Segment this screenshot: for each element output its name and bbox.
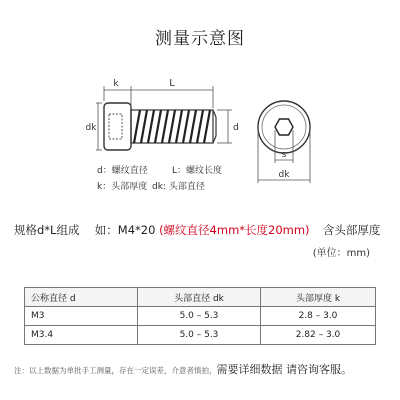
cell-head-thickness: 2.8 – 3.0 <box>261 307 376 326</box>
hex-socket-side <box>109 114 122 139</box>
cell-head-diameter: 5.0 – 5.3 <box>138 326 261 345</box>
footnote-small: 注：以上数据为单批手工测量，存在一定误差，介意者慎拍， <box>14 366 217 375</box>
legend-k: k：头部厚度 <box>97 182 148 192</box>
table-header-row <box>25 288 376 307</box>
header-head-diameter: 头部直径 dk <box>138 288 261 307</box>
legend-d: d：螺纹直径 <box>97 166 148 176</box>
screw-head-top <box>258 101 310 153</box>
legend-L: L：螺纹长度 <box>172 166 223 176</box>
unit-label: (单位：mm) <box>312 248 370 259</box>
cell-head-diameter: 5.0 – 5.3 <box>138 307 261 326</box>
dim-label-d: d <box>233 123 239 133</box>
dim-label-k: k <box>113 79 119 89</box>
spec-example: 如：M4*20 <box>94 223 156 237</box>
dim-label-L: L <box>169 78 175 89</box>
threaded-shank <box>131 110 216 143</box>
cell-size: M3 <box>25 307 138 326</box>
hex-socket-top <box>275 119 293 135</box>
screw-head-side <box>104 103 131 150</box>
footnote <box>14 358 352 377</box>
header-nominal-diameter: 公称直径 d <box>25 288 138 307</box>
dim-label-dk: dk <box>85 123 97 133</box>
dimension-table <box>24 287 376 345</box>
table-row <box>25 326 376 345</box>
cell-head-thickness: 2.82 – 3.0 <box>261 326 376 345</box>
page-title: 测量示意图 <box>155 29 245 49</box>
table-row <box>25 307 376 326</box>
header-head-thickness: 头部厚度 k <box>261 288 376 307</box>
cell-size: M3.4 <box>25 326 138 345</box>
legend-dk: dk: 头部直径 <box>152 182 205 192</box>
spec-prefix: 规格d*L组成 <box>14 223 80 237</box>
spec-highlight: (螺纹直径4mm*长度20mm) <box>159 223 310 237</box>
dim-label-dk-top: dk <box>278 170 290 180</box>
dim-label-s: s <box>281 150 287 160</box>
spec-suffix: 含头部厚度 <box>322 223 381 237</box>
spec-description <box>14 222 380 238</box>
footnote-large: 需要详细数据 请咨询客服。 <box>216 363 352 376</box>
